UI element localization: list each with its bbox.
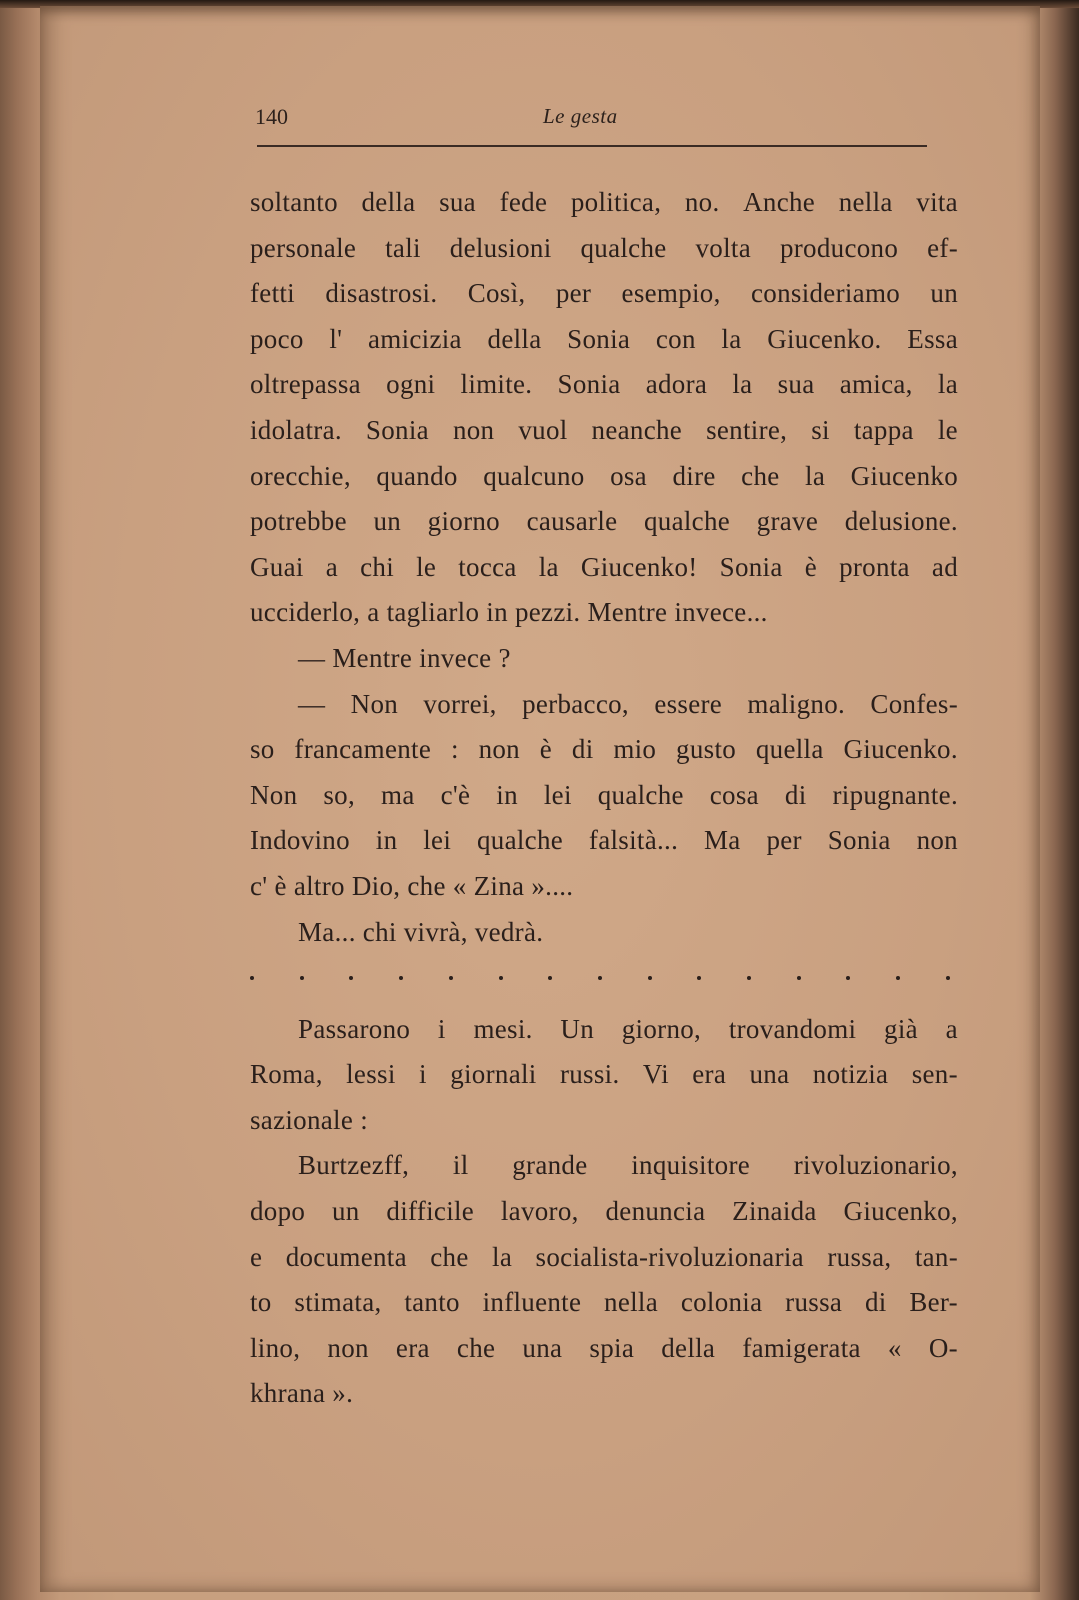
word: russa xyxy=(785,1287,843,1318)
word: il xyxy=(452,1150,469,1181)
word: delusioni xyxy=(449,232,552,263)
word: Vi xyxy=(642,1059,669,1090)
word: ogni xyxy=(386,369,436,400)
word: è xyxy=(804,551,817,582)
word: a xyxy=(945,1013,958,1044)
word: qualche xyxy=(597,779,684,810)
word: esempio, xyxy=(621,278,721,309)
word: di xyxy=(864,1287,887,1318)
word: denuncia xyxy=(605,1196,706,1227)
word: soltanto xyxy=(250,187,338,217)
word: disastrosi. xyxy=(325,278,438,309)
word: limite. xyxy=(460,369,533,400)
word: maligno. xyxy=(747,688,846,719)
word: difficile xyxy=(386,1196,475,1227)
word: influente xyxy=(482,1287,582,1318)
word: Giucenko. xyxy=(767,323,882,354)
separator-dot xyxy=(300,976,304,980)
text-line xyxy=(250,454,958,500)
word: un xyxy=(930,278,958,309)
word: Roma, xyxy=(250,1059,323,1090)
word: so xyxy=(250,734,275,765)
word: la xyxy=(721,323,742,354)
word: Ber- xyxy=(909,1287,958,1318)
word: chi xyxy=(360,551,394,582)
word: pronta xyxy=(839,551,910,582)
section-break-dots xyxy=(250,955,958,1001)
word: Ma xyxy=(704,825,741,856)
text-line xyxy=(250,1280,958,1326)
word: personale xyxy=(250,232,357,263)
separator-dot xyxy=(499,976,503,980)
separator-dot xyxy=(349,976,353,980)
word: orecchie, xyxy=(250,460,351,491)
text-line xyxy=(250,1052,958,1098)
word: non xyxy=(478,734,520,765)
word: che xyxy=(430,1241,469,1272)
separator-dot xyxy=(747,976,751,980)
word: i xyxy=(437,1013,446,1044)
word: qualche xyxy=(580,232,667,263)
text-line xyxy=(250,1235,958,1281)
word: è xyxy=(539,734,553,765)
word: c'è xyxy=(440,779,471,810)
word: vita xyxy=(916,187,958,217)
word: a xyxy=(325,551,339,582)
word: non xyxy=(452,414,495,445)
text-line xyxy=(250,1326,958,1372)
text-line: — Mentre invece ? xyxy=(298,642,511,673)
word: : xyxy=(450,734,459,765)
word: di xyxy=(571,734,594,765)
separator-dot xyxy=(250,976,254,980)
separator-dot xyxy=(548,976,552,980)
word: si xyxy=(811,414,830,445)
word: Non xyxy=(350,688,399,719)
word: to xyxy=(250,1287,272,1318)
text-line xyxy=(250,1189,958,1235)
word: tan- xyxy=(914,1241,958,1272)
word: colonia xyxy=(680,1287,763,1318)
word: per xyxy=(555,278,592,309)
word: in xyxy=(496,779,518,810)
word: giornali xyxy=(450,1059,537,1090)
word: tocca xyxy=(458,551,517,582)
word: lavoro, xyxy=(500,1196,579,1227)
page-header xyxy=(255,100,925,134)
separator-dot xyxy=(598,976,602,980)
word: era xyxy=(395,1332,430,1363)
word: ad xyxy=(931,551,958,582)
word: « xyxy=(887,1332,902,1363)
word: Non xyxy=(250,779,298,810)
word: la xyxy=(538,551,559,582)
text-line xyxy=(250,545,958,591)
text-line: khrana ». xyxy=(250,1378,354,1409)
text-line: Ma... chi vivrà, vedrà. xyxy=(298,916,544,947)
word: cosa xyxy=(709,779,759,810)
word: Zinaida xyxy=(732,1196,817,1227)
word: Essa xyxy=(907,323,958,354)
word: quella xyxy=(755,734,824,765)
text-line: ucciderlo, a tagliarlo in pezzi. Mentre invece... xyxy=(250,597,768,628)
word: russi. xyxy=(559,1059,620,1090)
word: la xyxy=(937,369,958,400)
word: con xyxy=(655,323,696,354)
word: che xyxy=(456,1332,496,1363)
word: Giucenko, xyxy=(843,1196,958,1227)
separator-dot xyxy=(697,976,701,980)
word: Sonia xyxy=(719,551,783,582)
text-line xyxy=(250,818,958,864)
word: no. xyxy=(684,187,720,217)
word: della xyxy=(661,1332,716,1363)
word: sentire, xyxy=(706,414,788,445)
word: Confes- xyxy=(870,688,958,719)
word: grave xyxy=(756,506,819,537)
word: politica, xyxy=(570,187,662,217)
word: la xyxy=(732,369,753,400)
text-line xyxy=(250,317,958,363)
word: idolatra. xyxy=(250,414,342,445)
word: della xyxy=(487,323,542,354)
word: lei xyxy=(543,779,572,810)
word: dopo xyxy=(250,1196,306,1227)
word: in xyxy=(375,825,398,856)
word: causarle xyxy=(526,506,618,537)
word: qualche xyxy=(644,506,731,537)
word: vuol xyxy=(518,414,568,445)
word: sua xyxy=(439,187,476,217)
word: Burtzezff, xyxy=(298,1150,410,1181)
word: un xyxy=(332,1196,360,1227)
word: Sonia xyxy=(567,323,631,354)
text-line xyxy=(250,408,958,454)
separator-dot xyxy=(896,976,900,980)
word: di xyxy=(784,779,807,810)
text-line xyxy=(250,271,958,317)
word: producono xyxy=(779,232,899,263)
word: non xyxy=(327,1332,369,1363)
word: la xyxy=(805,460,826,491)
word: Sonia xyxy=(827,825,891,856)
text-line xyxy=(250,682,958,728)
word: amica, xyxy=(839,369,913,400)
word: francamente xyxy=(294,734,432,765)
word: Sonia xyxy=(557,369,621,400)
word: dire xyxy=(672,460,716,491)
separator-dot xyxy=(797,976,801,980)
word: — xyxy=(298,688,326,719)
word: ripugnante. xyxy=(832,779,958,810)
word: fede xyxy=(499,187,548,217)
word: oltrepassa xyxy=(250,369,361,400)
word: grande xyxy=(512,1150,588,1181)
text-line xyxy=(250,1007,958,1053)
word: e xyxy=(250,1241,263,1272)
text-line xyxy=(250,1143,958,1189)
word: nella xyxy=(604,1287,659,1318)
separator-dot xyxy=(946,976,950,980)
text-line xyxy=(250,499,958,545)
text-line: sazionale : xyxy=(250,1104,368,1135)
word: nella xyxy=(838,187,893,217)
word: che xyxy=(741,460,780,491)
word: so, xyxy=(323,779,356,810)
word: fetti xyxy=(250,278,295,309)
word: consideriamo xyxy=(751,278,901,309)
separator-dot xyxy=(648,976,652,980)
word: le xyxy=(416,551,437,582)
text-line: c' è altro Dio, che « Zina ».... xyxy=(250,870,574,901)
word: tappa xyxy=(853,414,914,445)
header-rule xyxy=(257,145,927,147)
word: socialista-rivoluzionaria xyxy=(535,1241,804,1272)
word: poco xyxy=(250,323,304,354)
word: stimata, xyxy=(294,1287,382,1318)
word: perbacco, xyxy=(522,688,629,719)
word: russa, xyxy=(827,1241,892,1272)
word: non xyxy=(916,825,958,856)
word: essere xyxy=(654,688,723,719)
word: Guai xyxy=(250,551,304,582)
text-line xyxy=(250,727,958,773)
word: della xyxy=(361,187,416,217)
word: notizia xyxy=(812,1059,889,1090)
separator-dot xyxy=(399,976,403,980)
word: Indovino xyxy=(250,825,350,856)
word: ef- xyxy=(927,232,958,263)
word: delusione. xyxy=(844,506,958,537)
word: mesi. xyxy=(473,1013,533,1044)
word: qualche xyxy=(476,825,564,856)
word: lino, xyxy=(250,1332,301,1363)
word: era xyxy=(692,1059,727,1090)
word: una xyxy=(522,1332,563,1363)
word: vorrei, xyxy=(423,688,497,719)
word: inquisitore xyxy=(631,1150,751,1181)
word: Giucenko! xyxy=(580,551,698,582)
word: già xyxy=(884,1013,918,1044)
word: un xyxy=(373,506,402,537)
word: adora xyxy=(645,369,708,400)
word: osa xyxy=(610,460,647,491)
word: lessi xyxy=(346,1059,396,1090)
word: le xyxy=(937,414,958,445)
word: tanto xyxy=(404,1287,460,1318)
word: amicizia xyxy=(368,323,462,354)
word: trovandomi xyxy=(728,1013,857,1044)
word: l' xyxy=(329,323,343,354)
word: sen- xyxy=(911,1059,958,1090)
word: una xyxy=(749,1059,790,1090)
separator-dot xyxy=(846,976,850,980)
word: neanche xyxy=(591,414,683,445)
word: spia xyxy=(589,1332,635,1363)
word: tali xyxy=(385,232,421,263)
word: per xyxy=(766,825,802,856)
word: giorno, xyxy=(621,1013,702,1044)
word: quando xyxy=(376,460,458,491)
text-line xyxy=(250,180,958,226)
word: falsità... xyxy=(588,825,679,856)
word: Così, xyxy=(467,278,526,309)
word: sua xyxy=(777,369,815,400)
word: potrebbe xyxy=(250,506,347,537)
word: Giucenko. xyxy=(843,734,958,765)
word: O- xyxy=(928,1332,958,1363)
text-line xyxy=(250,362,958,408)
running-title: Le gesta xyxy=(543,104,618,128)
body-text xyxy=(250,180,958,1417)
word: Sonia xyxy=(365,414,429,445)
text-line xyxy=(250,226,958,272)
word: ma xyxy=(381,779,415,810)
separator-dot xyxy=(449,976,453,980)
word: Giucenko xyxy=(850,460,958,491)
page-number: 140 xyxy=(255,104,288,129)
word: mio xyxy=(613,734,657,765)
word: famigerata xyxy=(742,1332,861,1363)
word: Passarono xyxy=(298,1013,411,1044)
word: qualcuno xyxy=(483,460,585,491)
word: volta xyxy=(695,232,751,263)
word: documenta xyxy=(285,1241,407,1272)
word: Anche xyxy=(743,187,816,217)
word: gusto xyxy=(676,734,737,765)
word: Un xyxy=(560,1013,595,1044)
word: la xyxy=(492,1241,513,1272)
word: rivoluzionario, xyxy=(793,1150,958,1181)
word: giorno xyxy=(427,506,500,537)
text-line xyxy=(250,773,958,819)
word: i xyxy=(419,1059,427,1090)
word: lei xyxy=(423,825,452,856)
